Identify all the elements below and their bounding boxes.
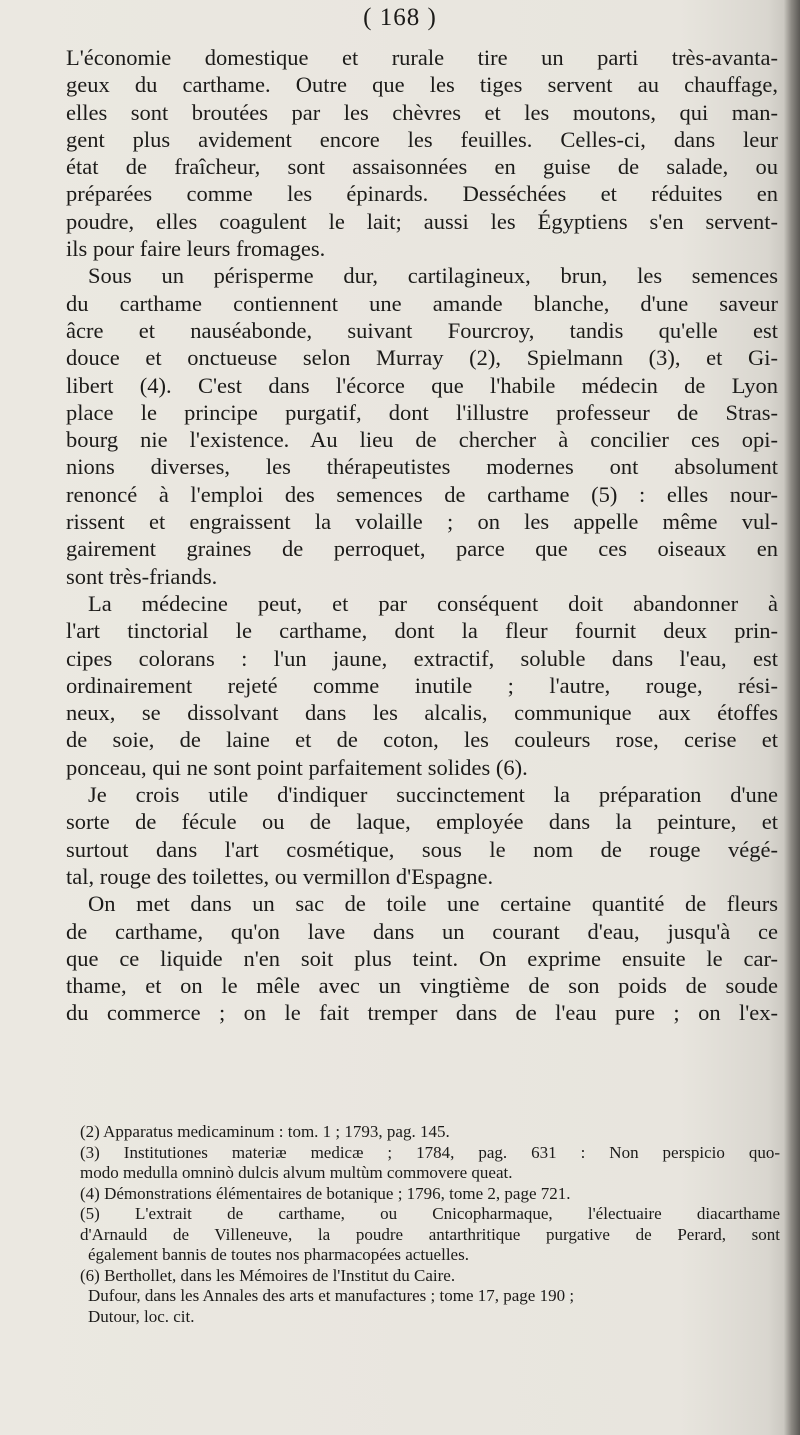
text-line: La médecine peut, et par conséquent doit abandonner à	[88, 590, 778, 616]
text-line: place le principe purgatif, dont l'illustre professeur de Stras-	[66, 399, 778, 425]
text-line: renoncé à l'emploi des semences de carthame (5) : elles nour-	[66, 481, 778, 507]
text-line: que ce liquide n'en soit plus teint. On exprime ensuite le car-	[66, 945, 778, 971]
footnote-line: (6) Berthollet, dans les Mémoires de l'Institut du Caire.	[80, 1265, 456, 1285]
footnote-line: (4) Démonstrations élémentaires de botanique ; 1796, tome 2, page 721.	[80, 1183, 571, 1203]
text-line: On met dans un sac de toile une certaine quantité de fleurs	[88, 891, 778, 917]
footnote-line: Dutour, loc. cit.	[88, 1306, 195, 1326]
footnote-line: (5) L'extrait de carthame, ou Cnicopharmaque, l'électuaire diacarthame	[80, 1204, 780, 1223]
text-line: ponceau, qui ne sont point parfaitement solides (6).	[66, 754, 528, 780]
text-line: ordinairement rejeté comme inutile ; l'autre, rouge, rési-	[66, 672, 778, 698]
text-line: thame, et on le mêle avec un vingtième de son poids de soude	[66, 973, 778, 999]
text-line: neux, se dissolvant dans les alcalis, communique aux étoffes	[66, 700, 778, 726]
text-line: Je crois utile d'indiquer succinctement la préparation d'une	[88, 782, 778, 808]
text-line: gairement graines de perroquet, parce que ces oiseaux en	[66, 536, 778, 562]
text-line: douce et onctueuse selon Murray (2), Spielmann (3), et Gi-	[66, 345, 778, 371]
text-line: tal, rouge des toilettes, ou vermillon d'Espagne.	[66, 863, 494, 889]
footnote-line: (3) Institutiones materiæ medicæ ; 1784, pag. 631 : Non perspicio quo-	[80, 1142, 780, 1162]
text-line: rissent et engraissent la volaille ; on les appelle même vul-	[66, 509, 778, 535]
text-line: l'art tinctorial le carthame, dont la fleur fournit deux prin-	[66, 618, 778, 644]
text-line: âcre et nauséabonde, suivant Fourcroy, tandis qu'elle est	[66, 317, 778, 343]
footnotes	[80, 1122, 780, 1327]
text-line: L'économie domestique et rurale tire un parti très-avanta-	[66, 45, 778, 70]
text-line: elles sont broutées par les chèvres et les moutons, qui man-	[66, 99, 778, 125]
text-line: sorte de fécule ou de laque, employée dans la peinture, et	[66, 809, 778, 835]
text-line: nions diverses, les thérapeutistes modernes ont absolument	[66, 454, 778, 480]
text-line: préparées comme les épinards. Desséchées et réduites en	[66, 181, 778, 207]
footnote-line: (2) Apparatus medicaminum : tom. 1 ; 1793, pag. 145.	[80, 1122, 450, 1141]
footnote-line: d'Arnauld de Villeneuve, la poudre antarthritique purgative de Perard, sont	[80, 1224, 780, 1244]
text-line: sont très-friands.	[66, 563, 218, 589]
footnote-line: Dufour, dans les Annales des arts et manufactures ; tome 17, page 190 ;	[88, 1286, 575, 1305]
text-line: gent plus avidement encore les feuilles. Celles-ci, dans leur	[66, 126, 778, 152]
text-line: du commerce ; on le fait tremper dans de l'eau pure ; on l'ex-	[66, 1000, 778, 1026]
book-spine-shadow	[784, 0, 800, 1435]
text-line: du carthame contiennent une amande blanche, d'une saveur	[66, 290, 778, 316]
text-line: cipes colorans : l'un jaune, extractif, soluble dans l'eau, est	[66, 645, 778, 671]
text-line: de carthame, qu'on lave dans un courant d'eau, jusqu'à ce	[66, 918, 778, 944]
text-line: bourg nie l'existence. Au lieu de chercher à concilier ces opi-	[66, 427, 778, 453]
text-line: état de fraîcheur, sont assaisonnées en guise de salade, ou	[66, 154, 778, 180]
text-line: surtout dans l'art cosmétique, sous le nom de rouge végé-	[66, 836, 778, 862]
text-line: poudre, elles coagulent le lait; aussi les Égyptiens s'en servent-	[66, 208, 778, 234]
page-number: ( 168 )	[363, 4, 437, 31]
text-line: ils pour faire leurs fromages.	[66, 236, 326, 262]
text-line: geux du carthame. Outre que les tiges servent au chauffage,	[66, 72, 778, 98]
main-text	[66, 44, 778, 1027]
footnote-line: également bannis de toutes nos pharmacopées actuelles.	[88, 1245, 469, 1264]
footnote-line: modo medulla omninò dulcis alvum multùm commovere queat.	[80, 1163, 513, 1182]
text-line: libert (4). C'est dans l'écorce que l'habile médecin de Lyon	[66, 372, 778, 398]
text-line: de soie, de laine et de coton, les couleurs rose, cerise et	[66, 727, 778, 753]
text-line: Sous un périsperme dur, cartilagineux, brun, les semences	[88, 263, 778, 289]
